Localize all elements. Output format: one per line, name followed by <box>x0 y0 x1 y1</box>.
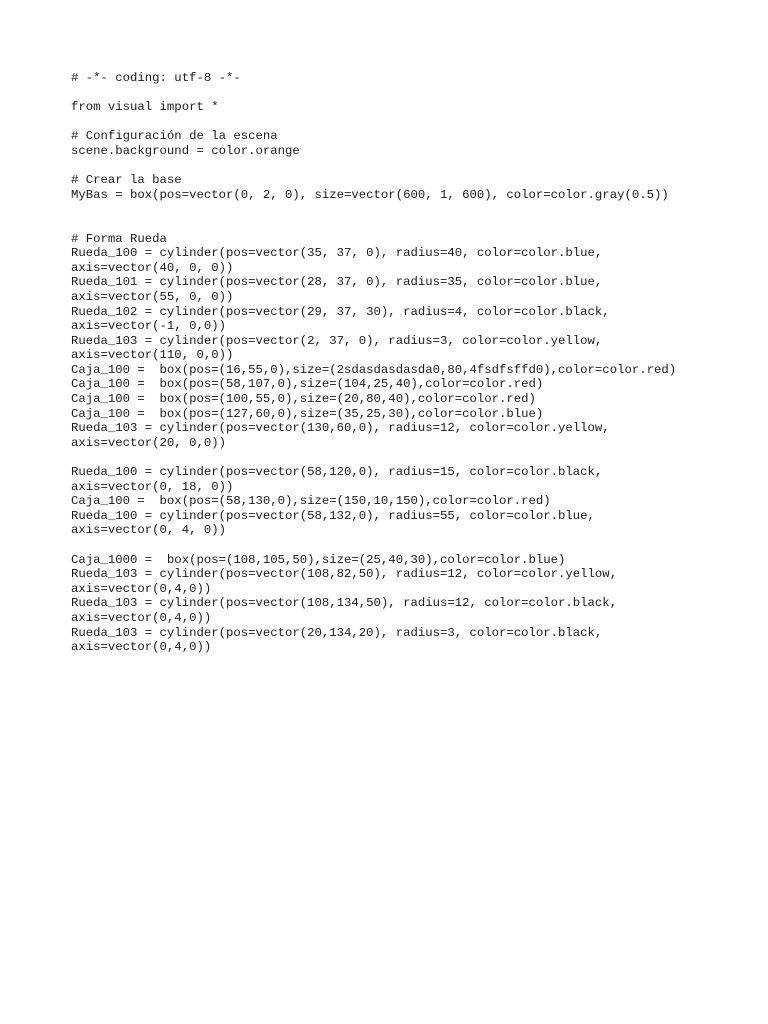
blank-line <box>71 159 751 174</box>
code-line: # Forma Rueda <box>71 231 167 246</box>
code-line: Rueda_100 = cylinder(pos=vector(58,120,0), radius=15, color=color.black, <box>71 465 603 480</box>
code-line: from visual import * <box>71 100 219 115</box>
code-line: axis=vector(20, 0,0)) <box>71 435 226 450</box>
code-line: Rueda_103 = cylinder(pos=vector(108,82,50), radius=12, color=color.yellow, <box>71 567 618 582</box>
code-line: axis=vector(40, 0, 0)) <box>71 260 234 275</box>
blank-line <box>71 217 751 232</box>
code-line: axis=vector(0, 18, 0)) <box>71 479 234 494</box>
code-listing <box>71 71 751 655</box>
code-line: scene.background = color.orange <box>71 143 300 158</box>
code-line: Rueda_103 = cylinder(pos=vector(2, 37, 0), radius=3, color=color.yellow, <box>71 333 603 348</box>
code-line: axis=vector(-1, 0,0)) <box>71 319 226 334</box>
code-line: Caja_100 = box(pos=(16,55,0),size=(2sdasdasdasda0,80,4fsdfsffd0),color=color.red) <box>71 362 677 377</box>
code-line: axis=vector(0,4,0)) <box>71 610 212 625</box>
code-line: Caja_1000 = box(pos=(108,105,50),size=(25,40,30),color=color.blue) <box>71 552 566 567</box>
code-line: axis=vector(0,4,0)) <box>71 640 212 655</box>
code-line: axis=vector(55, 0, 0)) <box>71 289 234 304</box>
blank-line <box>71 86 751 101</box>
code-line: Caja_100 = box(pos=(100,55,0),size=(20,80,40),color=color.red) <box>71 392 536 407</box>
code-line: axis=vector(0, 4, 0)) <box>71 523 226 538</box>
code-line: # Crear la base <box>71 173 182 188</box>
code-line: Rueda_103 = cylinder(pos=vector(20,134,20), radius=3, color=color.black, <box>71 625 603 640</box>
code-line: # -*- coding: utf-8 -*- <box>71 71 241 85</box>
code-line: Caja_100 = box(pos=(58,130,0),size=(150,10,150),color=color.red) <box>71 494 551 509</box>
code-line: Rueda_100 = cylinder(pos=vector(58,132,0), radius=55, color=color.blue, <box>71 508 595 523</box>
code-line: MyBas = box(pos=vector(0, 2, 0), size=vector(600, 1, 600), color=color.gray(0.5)) <box>71 187 669 202</box>
code-line: Rueda_102 = cylinder(pos=vector(29, 37, 30), radius=4, color=color.black, <box>71 304 610 319</box>
blank-line <box>71 202 751 217</box>
blank-line <box>71 115 751 130</box>
code-line: Rueda_103 = cylinder(pos=vector(108,134,50), radius=12, color=color.black, <box>71 596 618 611</box>
code-line: # Configuración de la escena <box>71 129 278 144</box>
code-line: Caja_100 = box(pos=(127,60,0),size=(35,25,30),color=color.blue) <box>71 406 544 421</box>
code-line: axis=vector(110, 0,0)) <box>71 348 234 363</box>
code-line: axis=vector(0,4,0)) <box>71 581 212 596</box>
blank-line <box>71 450 751 465</box>
code-line: Rueda_103 = cylinder(pos=vector(130,60,0), radius=12, color=color.yellow, <box>71 421 610 436</box>
code-line: Rueda_101 = cylinder(pos=vector(28, 37, 0), radius=35, color=color.blue, <box>71 275 603 290</box>
code-line: Caja_100 = box(pos=(58,107,0),size=(104,25,40),color=color.red) <box>71 377 544 392</box>
blank-line <box>71 538 751 553</box>
code-line: Rueda_100 = cylinder(pos=vector(35, 37, 0), radius=40, color=color.blue, <box>71 246 603 261</box>
